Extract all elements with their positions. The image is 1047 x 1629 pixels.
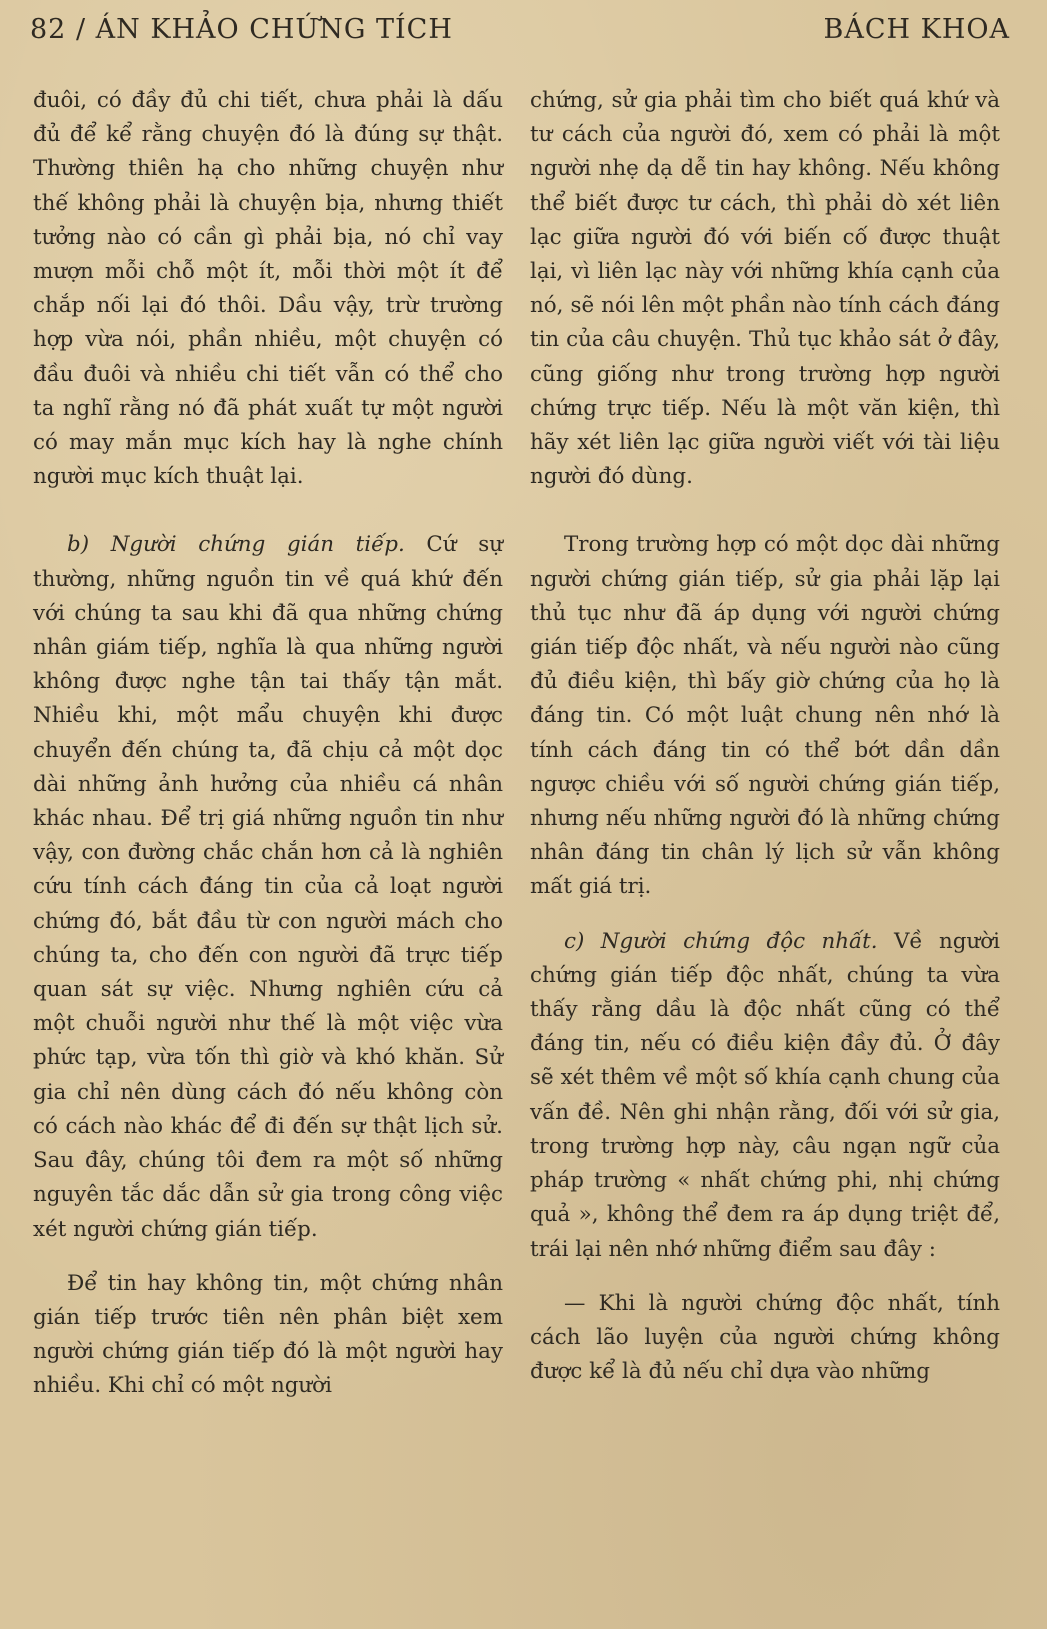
right-column [530, 84, 1000, 1389]
paragraph-text: Về người chứng gián tiếp độc nhất, chúng ta vừa thấy rằng dầu là độc nhất cũng có thể đáng tin, nếu có điều kiện đầy đủ. Ở đây sẽ xét thêm về một số khía cạnh chung của vấn đề. Nên ghi nhận rằng, đối với sử gia, trong trường hợp này, câu ngạn ngữ của pháp trường « nhất chứng phi, nhị chứng quả », không thể đem ra áp dụng triệt để, trái lại nên nhớ những điểm sau đây : [530, 928, 1000, 1262]
paragraph: Trong trường hợp có một dọc dài những người chứng gián tiếp, sử gia phải lặp lại thủ tục như đã áp dụng với người chứng gián tiếp độc nhất, và nếu người nào cũng đủ điều kiện, thì bấy giờ chứng của họ là đáng tin. Có một luật chung nên nhớ là tính cách đáng tin có thể bớt dần dần ngược chiều với số người chứng gián tiếp, nhưng nếu những người đó là những chứng nhân đáng tin chân lý lịch sử vẫn không mất giá trị. [530, 532, 1000, 900]
paragraph: — Khi là người chứng độc nhất, tính cách lão luyện của người chứng không được kể là đủ nếu chỉ dựa vào những [530, 1290, 1000, 1385]
magazine-name: BÁCH KHOA [823, 14, 1010, 45]
paragraph-single-witness [530, 925, 1000, 1267]
page-header [30, 14, 1010, 54]
section-heading: c) Người chứng độc nhất. [564, 928, 878, 954]
paragraph: đuôi, có đầy đủ chi tiết, chưa phải là dấu đủ để kể rằng chuyện đó là đúng sự thật. Thường thiên hạ cho những chuyện như thế không phải là chuyện bịa, nhưng thiết tưởng nào có cần gì phải bịa, nó chỉ vay mượn mỗi chỗ một ít, mỗi thời một ít để chắp nối lại đó thôi. Dầu vậy, trừ trường hợp vừa nói, phần nhiều, một chuyện có đầu đuôi và nhiều chi tiết vẫn có thể cho ta nghĩ rằng nó đã phát xuất tự một người có may mắn mục kích hay là nghe chính người mục kích thuật lại. [33, 88, 503, 490]
section-heading: b) Người chứng gián tiếp. [67, 532, 405, 558]
left-column [33, 84, 503, 1404]
paragraph: chứng, sử gia phải tìm cho biết quá khứ và tư cách của người đó, xem có phải là một người nhẹ dạ dễ tin hay không. Nếu không thể biết được tư cách, thì phải dò xét liên lạc giữa người đó với biến cố được thuật lại, vì liên lạc này với những khía cạnh của nó, sẽ nói lên một phần nào tính cách đáng tin của câu chuyện. Thủ tục khảo sát ở đây, cũng giống như trong trường hợp người chứng trực tiếp. Nếu là một văn kiện, thì hãy xét liên lạc giữa người viết với tài liệu người đó dùng. [530, 88, 1000, 490]
paragraph-text: Cứ sự thường, những nguồn tin về quá khứ đến với chúng ta sau khi đã qua những chứng nhân giám tiếp, nghĩa là qua những người không được nghe tận tai thấy tận mắt. Nhiều khi, một mẩu chuyện khi được chuyển đến chúng ta, đã chịu cả một dọc dài những ảnh hưởng của nhiều cá nhân khác nhau. Để trị giá những nguồn tin như vậy, con đường chắc chắn hơn cả là nghiên cứu tính cách đáng tin của cả loạt người chứng đó, bắt đầu từ con người mách cho chúng ta, cho đến con người đã trực tiếp quan sát sự việc. Nhưng nghiên cứu cả một chuỗi người như thế là một việc vừa phức tạp, vừa tốn thì giờ và khó khăn. Sử gia chỉ nên dùng cách đó nếu không còn có cách nào khác để đi đến sự thật lịch sử. Sau đây, chúng tôi đem ra một số những nguyên tắc dắc dẫn sử gia trong công việc xét người chứng gián tiếp. [33, 532, 503, 1242]
paragraph: Để tin hay không tin, một chứng nhân gián tiếp trước tiên nên phân biệt xem người chứng gián tiếp đó là một người hay nhiều. Khi chỉ có một người [33, 1270, 503, 1399]
running-title: 82 / ÁN KHẢO CHỨNG TÍCH [30, 14, 453, 45]
paragraph-indirect-witness [33, 528, 503, 1246]
